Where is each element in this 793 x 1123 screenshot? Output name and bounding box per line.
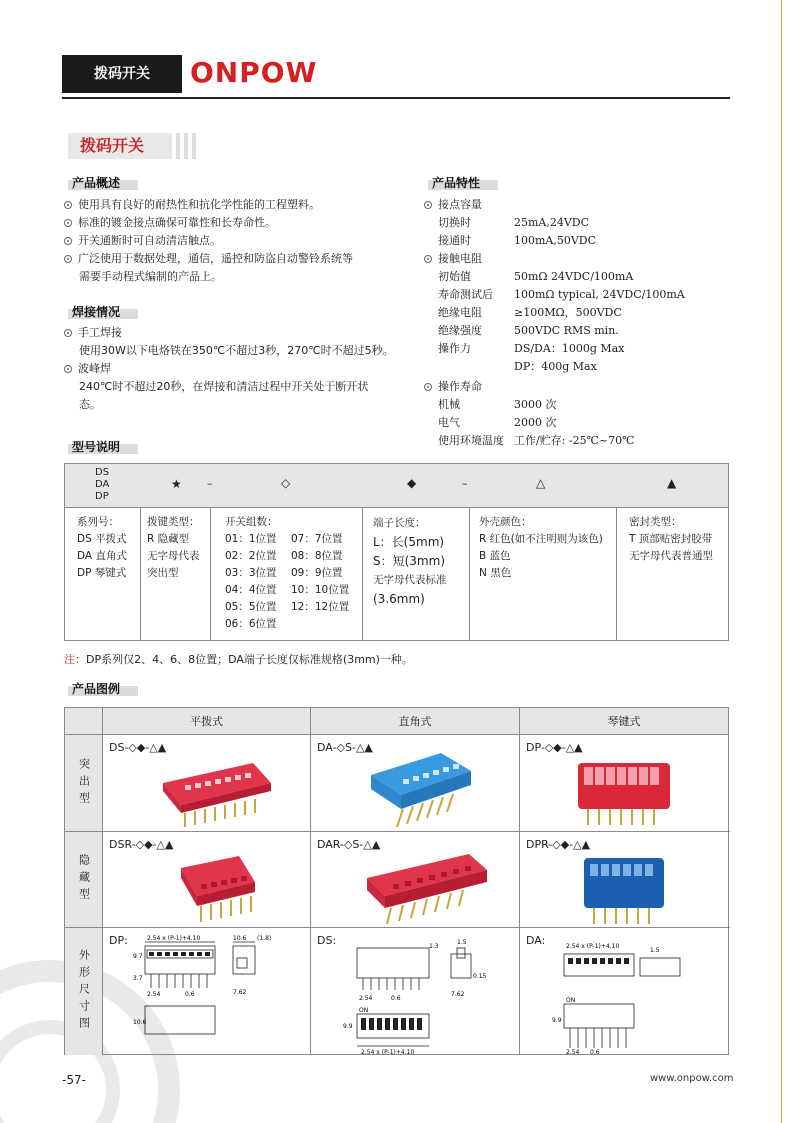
list-item: 手工焊接 xyxy=(64,324,404,342)
model-table xyxy=(64,508,729,641)
feature-row: 操作力 DS/DA：1000g Max xyxy=(438,342,625,355)
gallery-heading: 产品图例 xyxy=(72,682,121,696)
dim-label: 0.6 xyxy=(590,1049,600,1055)
features-heading: 产品特性 xyxy=(432,176,481,190)
series-codes: DS DA DP xyxy=(95,467,110,502)
dash-symbol: – xyxy=(207,477,213,490)
dim-label: ON xyxy=(566,997,576,1004)
gallery-cell: DS-◇◆-△▲ xyxy=(103,735,311,832)
model-note: 注：DP系列仅2、4、6、8位置；DA端子长度仅标准规格(3mm)一种。 xyxy=(64,653,413,666)
dim-label: 0.15 xyxy=(473,973,487,980)
feature-row: 寿命测试后 100mΩ typical, 24VDC/100mA xyxy=(438,288,685,301)
col-terminal-length: 端子长度： L：长(5mm) S：短(3mm) 无字母代表标准 (3.6mm) xyxy=(362,508,469,641)
feature-row: 绝缘强度 500VDC RMS min. xyxy=(438,324,619,337)
feature-group-label: 操作寿命 xyxy=(424,378,724,396)
bullet-icon xyxy=(64,201,72,209)
feature-group-label: 接触电阻 xyxy=(424,250,724,268)
gallery-corner xyxy=(65,708,103,735)
gallery-cell: DSR-◇◆-△▲ xyxy=(103,832,311,928)
soldering-list xyxy=(64,324,404,414)
dim-label: 0.6 xyxy=(185,991,195,998)
list-item: 广泛使用于数据处理，通信，遥控和防盗自动警铃系统等 xyxy=(64,250,404,268)
feature-row: 电气 2000 次 xyxy=(438,416,557,429)
diamond-filled-symbol: ◆ xyxy=(407,476,417,490)
diamond-outline-symbol: ◇ xyxy=(281,476,291,490)
header-section-box: 拨码开关 xyxy=(62,55,182,93)
gallery-cell: DA: 2.54 x (P-1)+4.10 1.5 9.9 ON 2.54 0.6 xyxy=(520,928,730,1055)
gallery-cell: DP: 2.54 x (P-1)+4.10 10.6 (1.8) 9.7 3.7 2.54 0.6 7.62 10.6 xyxy=(103,928,311,1055)
list-item-detail: 240℃时不超过20秒，在焊接和清洁过程中开关处于断开状 xyxy=(79,380,369,393)
dim-label: 10.6 xyxy=(233,935,247,942)
soldering-heading: 焊接情况 xyxy=(72,305,121,319)
header-rule xyxy=(62,97,730,99)
bullet-icon xyxy=(64,237,72,245)
col-header: 平拨式 xyxy=(103,708,311,735)
page-title: 拨码开关 xyxy=(68,133,172,159)
dar-red-switch-image xyxy=(311,832,520,928)
list-item: 开关通断时可自动清洁触点。 xyxy=(64,232,404,250)
list-item: 使用具有良好的耐热性和抗化学性能的工程塑料。 xyxy=(64,196,404,214)
list-item: 波峰焊 xyxy=(64,360,404,378)
col-positions: 开关组数： 01：1位置 02：2位置 03：3位置 04：4位置 05：5位置 06：6位置 07：7位置 08：8位置 09：9位置 10：10位置 12：12位置 xyxy=(210,508,362,641)
feature-row: 初始值 50mΩ 24VDC/100mA xyxy=(438,270,634,283)
dim-label: 9.7 xyxy=(133,953,143,960)
row-label: 外形尺寸图 xyxy=(65,928,103,1055)
ds-dimension-drawing xyxy=(311,928,520,1055)
feature-row: 机械 3000 次 xyxy=(438,398,557,411)
gallery-cell: DPR-◇◆-△▲ xyxy=(520,832,730,928)
bullet-icon xyxy=(64,219,72,227)
dim-label: 9.9 xyxy=(552,1017,562,1024)
dim-label: 2.54 xyxy=(359,995,373,1002)
col-seal-type: 密封类型： T 顶部贴密封胶带 无字母代表普通型 xyxy=(616,508,728,641)
product-gallery xyxy=(64,707,729,1055)
overview-heading: 产品概述 xyxy=(72,176,121,190)
bullet-icon xyxy=(64,329,72,337)
gallery-cell: DP-◇◆-△▲ xyxy=(520,735,730,832)
dpr-blue-switch-image xyxy=(520,832,730,928)
dim-label: 9.9 xyxy=(343,1023,353,1030)
dim-label: ON xyxy=(359,1007,369,1014)
dim-label: 10.6 xyxy=(133,1019,147,1026)
bullet-icon xyxy=(424,201,432,209)
dp-dimension-drawing xyxy=(103,928,311,1055)
dim-label: 1.3 xyxy=(429,943,439,950)
feature-row: 使用环境温度 工作/贮存: -25℃~70℃ xyxy=(438,434,635,447)
dash-symbol: – xyxy=(462,477,468,490)
da-blue-switch-image xyxy=(311,735,520,832)
dim-label: 2.54 xyxy=(566,1049,580,1055)
list-item: 需要手动程式编制的产品上。 xyxy=(79,270,222,283)
bullet-icon xyxy=(64,255,72,263)
title-stripe xyxy=(184,133,188,159)
ds-red-switch-image xyxy=(103,735,311,832)
feature-row: DP：400g Max xyxy=(514,360,597,373)
dim-label: 7.62 xyxy=(451,991,465,998)
gallery-cell: DAR-◇S-△▲ xyxy=(311,832,520,928)
col-series: 系列号： DS 平拨式 DA 直角式 DP 琴键式 xyxy=(77,516,127,579)
dim-label: 2.54 x (P-1)+4.10 xyxy=(566,943,620,950)
col-header: 直角式 xyxy=(311,708,520,735)
feature-row: 绝缘电阻 ≥100MΩ，500VDC xyxy=(438,306,622,319)
page-number: -57- xyxy=(62,1073,86,1087)
dim-label: 2.54 xyxy=(147,991,161,998)
dp-red-switch-image xyxy=(520,735,730,832)
gallery-cell: DS: 1.3 1.5 0.15 2.54 0.6 7.62 9.9 ON 2.54 x (P-1)+4.10 xyxy=(311,928,520,1055)
list-item-detail: 使用30W以下电烙铁在350℃不超过3秒，270℃时不超过5秒。 xyxy=(79,344,394,357)
dim-label: 1.5 xyxy=(650,947,660,954)
dim-label: 3.7 xyxy=(133,975,143,982)
row-label: 隐藏型 xyxy=(65,832,103,928)
list-item: 标准的镀金接点确保可靠性和长寿命性。 xyxy=(64,214,404,232)
model-code-header xyxy=(64,463,729,508)
col-header: 琴键式 xyxy=(520,708,728,735)
feature-row: 切换时 25mA,24VDC xyxy=(438,216,590,229)
dim-label: (1.8) xyxy=(257,935,272,942)
dim-label: 2.54 x (P-1)+4.10 xyxy=(147,935,201,942)
dim-label: 1.5 xyxy=(457,939,467,946)
title-stripe xyxy=(176,133,180,159)
feature-row: 接通时 100mA,50VDC xyxy=(438,234,597,247)
onpow-logo: ONPOW xyxy=(190,56,318,89)
website-link[interactable]: www.onpow.com xyxy=(650,1073,734,1084)
row-label: 突出型 xyxy=(65,735,103,832)
star-symbol: ★ xyxy=(171,477,182,491)
overview-list xyxy=(64,196,404,286)
bullet-icon xyxy=(424,255,432,263)
dim-label: 0.6 xyxy=(391,995,401,1002)
triangle-outline-symbol: △ xyxy=(536,476,546,490)
title-stripe xyxy=(192,133,196,159)
gallery-cell: DA-◇S-△▲ xyxy=(311,735,520,832)
dim-label: 7.62 xyxy=(233,989,247,996)
feature-group-label: 接点容量 xyxy=(424,196,724,214)
model-heading: 型号说明 xyxy=(72,440,121,454)
list-item-detail: 态。 xyxy=(79,398,101,411)
triangle-filled-symbol: ▲ xyxy=(667,476,677,490)
dim-label: 2.54 x (P-1)+4.10 xyxy=(361,1049,415,1055)
col-key-type: 拨键类型： R 隐藏型 无字母代表 突出型 xyxy=(140,508,210,641)
bullet-icon xyxy=(64,365,72,373)
da-dimension-drawing xyxy=(520,928,730,1055)
features-list xyxy=(424,196,724,450)
dsr-red-switch-image xyxy=(103,832,311,928)
col-housing-color: 外壳颜色： R 红色(如不注明则为该色) B 蓝色 N 黑色 xyxy=(469,508,616,641)
bullet-icon xyxy=(424,383,432,391)
page-edge-line xyxy=(781,0,782,1123)
